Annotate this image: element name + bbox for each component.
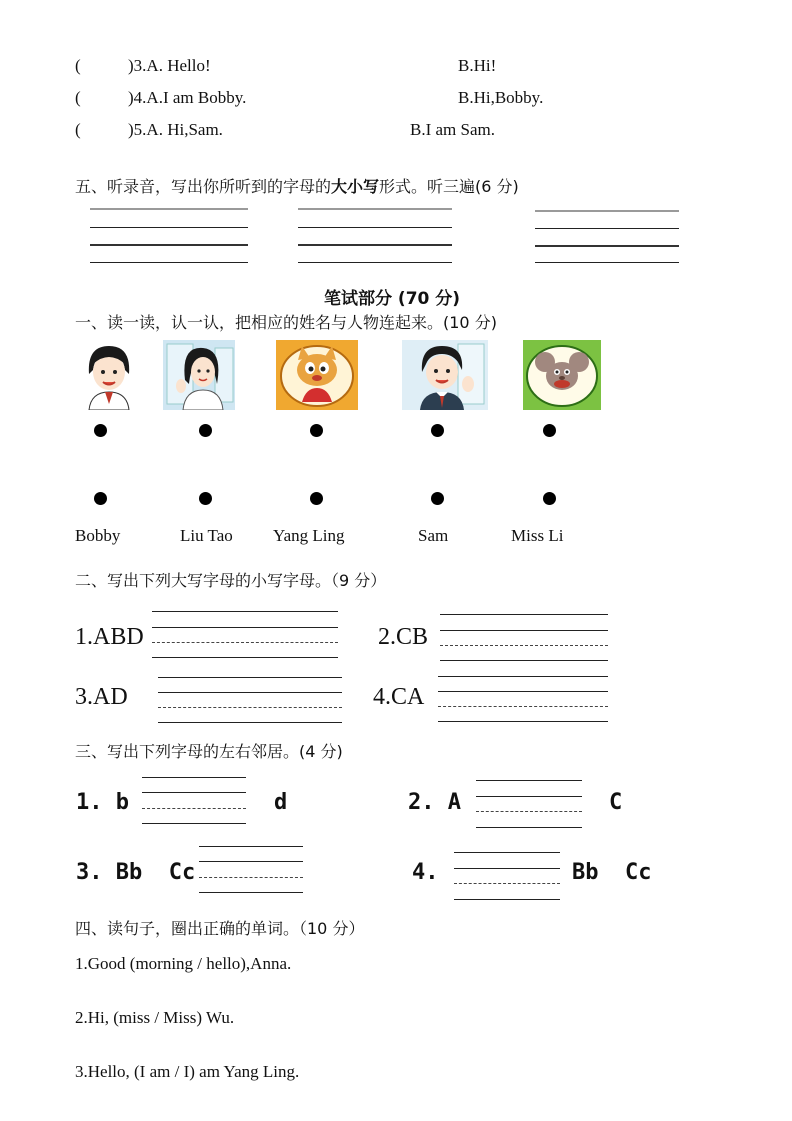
name-liu-tao: Liu Tao [180, 526, 233, 545]
option-a: )3.A. Hello! [128, 56, 211, 75]
name-sam: Sam [418, 526, 449, 545]
match-dot-bottom-5[interactable] [543, 492, 556, 505]
section2-item-1: 1.ABD [75, 624, 144, 650]
match-dot-top-2[interactable] [199, 424, 212, 437]
match-dot-top-3[interactable] [310, 424, 323, 437]
match-dot-bottom-2[interactable] [199, 492, 212, 505]
section3-q1-right: d [274, 790, 288, 815]
answer-paren[interactable]: ( [75, 120, 81, 139]
section3-q1: 1. b [76, 790, 129, 815]
section2-item-3: 3.AD [75, 684, 128, 710]
section1-title: 一、读一读，认一认，把相应的姓名与人物连起来。(10 分) [75, 313, 497, 332]
section3-q4-right: Bb Cc [572, 860, 652, 885]
option-b: B.I am Sam. [410, 120, 495, 139]
option-a: )5.A. Hi,Sam. [128, 120, 223, 139]
sentence-1: 1.Good (morning / hello),Anna. [75, 954, 292, 973]
sentence-2: 2.Hi, (miss / Miss) Wu. [75, 1008, 235, 1027]
section3-title: 三、写出下列字母的左右邻居。(4 分) [75, 742, 343, 761]
section3-q2: 2. A [408, 790, 461, 815]
boy-portrait-icon [402, 340, 488, 410]
section5-title-part: 五、听录音，写出你所听到的字母的 [75, 177, 332, 196]
answer-paren[interactable]: ( [75, 56, 81, 75]
match-dot-top-5[interactable] [543, 424, 556, 437]
match-dot-top-1[interactable] [94, 424, 107, 437]
option-b: B.Hi,Bobby. [458, 88, 544, 107]
answer-paren[interactable]: ( [75, 88, 81, 107]
section4-title: 四、读句子，圈出正确的单词。（10 分） [75, 919, 365, 938]
section5-title-part: 形式。听三遍(6 分) [379, 177, 519, 196]
section5-title [75, 174, 519, 197]
section3-q2-right: C [609, 790, 623, 815]
match-dot-bottom-1[interactable] [94, 492, 107, 505]
name-miss-li: Miss Li [511, 526, 564, 545]
section3-q4: 4. [412, 860, 439, 885]
section2-item-4: 4.CA [373, 684, 425, 710]
match-dot-top-4[interactable] [431, 424, 444, 437]
sentence-3: 3.Hello, (I am / I) am Yang Ling. [75, 1062, 300, 1081]
section2-item-2: 2.CB [378, 624, 429, 650]
match-dot-bottom-4[interactable] [431, 492, 444, 505]
name-yang-ling: Yang Ling [273, 526, 345, 545]
section2-title: 二、写出下列大写字母的小写字母。（9 分） [75, 571, 387, 590]
mouse-portrait-icon [523, 340, 601, 410]
option-a: )4.A.I am Bobby. [128, 88, 247, 107]
section3-q3: 3. Bb Cc [76, 860, 196, 885]
section5-title-bold: 大小写 [331, 177, 380, 196]
cat-portrait-icon [276, 340, 358, 410]
teacher-portrait-icon [163, 340, 235, 410]
name-bobby: Bobby [75, 526, 121, 545]
match-dot-bottom-3[interactable] [310, 492, 323, 505]
girl-portrait-icon [75, 340, 143, 410]
written-part-title: 笔试部分 (70 分) [324, 289, 461, 309]
option-b: B.Hi! [458, 56, 497, 75]
